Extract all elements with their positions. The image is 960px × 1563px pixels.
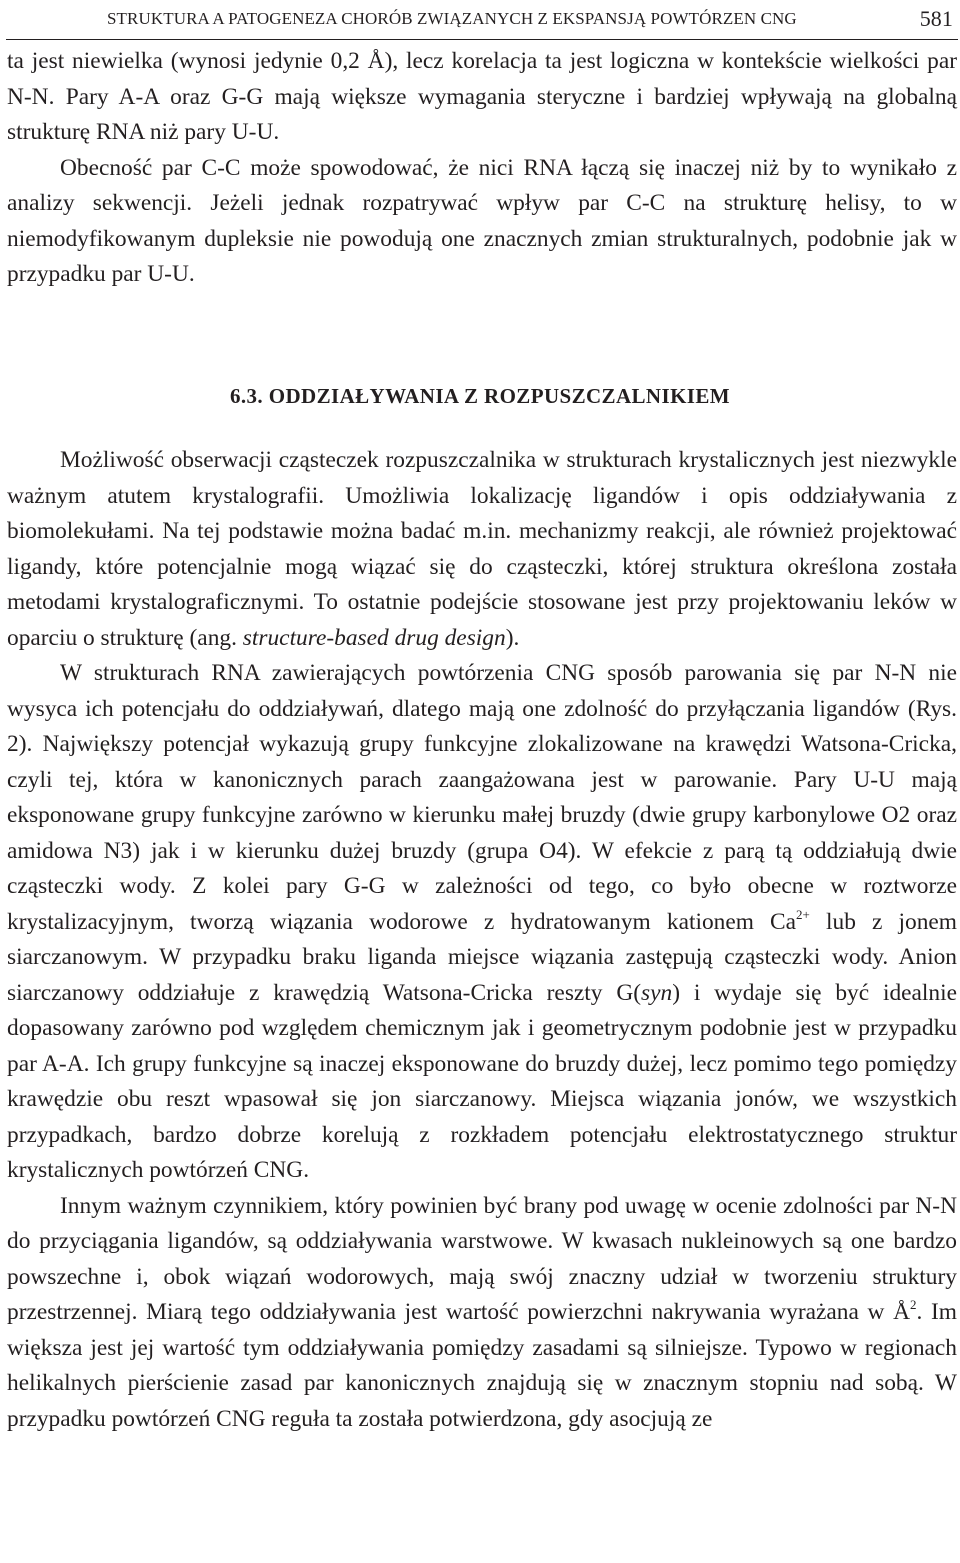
running-head xyxy=(107,4,957,34)
body-paragraph-1-end: ). xyxy=(505,624,520,651)
intro-paragraph-1 xyxy=(7,44,957,151)
superscript-charge: 2+ xyxy=(796,906,810,922)
italic-syn: syn xyxy=(641,979,673,1006)
intro-paragraph-2-text: Obecność par C-C może spowodować, że nici RNA łączą się inaczej niż by to wynikało z analizy sekwencji. Jeżeli jednak rozpatrywać wpływ par C-C na strukturę helisy, to w niemodyfikowanym dupleksie nie powodują one znacznych zmian strukturalnych, podobnie jak w przypadku par U-U. xyxy=(7,154,957,287)
italic-term: structure-based drug design xyxy=(242,624,506,651)
header-rule xyxy=(6,39,958,40)
body-paragraph-2-end: ) i wydaje się być idealnie dopasowany zarówno pod względem chemicznym jak i geometrycznym podobnie jest w przypadku par A-A. Ich grupy funkcyjne są inaczej eksponowane do bruzdy dużej, lecz pomimo tego pomiędzy krawędzie obu reszt wpasował się jon siarczanowy. Miejsca wiązania jonów, we wszystkich przypadkach, bardzo dobrze korelują z rozkładem potencjału elektrostatycznego struktur krystalicznych powtórzeń CNG. xyxy=(7,979,957,1183)
superscript-square: 2 xyxy=(909,1297,917,1312)
section-body xyxy=(7,443,957,1437)
body-paragraph-3-text: Innym ważnym czynnikiem, który powinien być brany pod uwagę w ocenie zdolności par N-N do przyciągania ligandów, są oddziaływania warstwowe. W kwasach nukleinowych są one bardzo powszechne i, obok wiązań wodorowych, mają swój znaczny udział w tworzeniu struktury przestrzennej. Miarą tego oddziaływania jest wartość powierzchni nakrywania wyrażana w Å xyxy=(7,1192,957,1325)
body-paragraph-2-mid: lub z jonem siarczanowym. W przypadku braku liganda miejsce wiązania zastępują cząsteczki wody. Anion siarczanowy oddziałuje z krawędzią Watsona-Cricka reszty G( xyxy=(7,908,957,1006)
intro-text xyxy=(7,44,957,293)
page-number: 581 xyxy=(919,6,953,31)
body-paragraph-3 xyxy=(7,1189,957,1438)
intro-paragraph-1-text: ta jest niewielka (wynosi jedynie 0,2 Å), lecz korelacja ta jest logiczna w kontekście wielkości par N-N. Pary A-A oraz G-G mają większe wymagania steryczne i bardziej wpływają na globalną strukturę RNA niż pary U-U. xyxy=(7,48,957,145)
intro-paragraph-2 xyxy=(7,151,957,293)
body-paragraph-2-text: W strukturach RNA zawierających powtórzenia CNG sposób parowania się par N-N nie wysyca ich potencjału do oddziaływań, dlatego mają one zdolność do przyłączania ligandów (Rys. 2). Największy potencjał wykazują grupy funkcyjne zlokalizowane na krawędzi Watsona-Cricka, czyli tej, która w kanonicznych parach zaangażowana jest w parowanie. Pary U-U mają eksponowane grupy funkcyjne zarówno w kierunku małej bruzdy (dwie grupy karbonylowe O2 oraz amidowa N3) jak i w kierunku dużej bruzdy (grupa O4). W efekcie z parą tą oddziałują dwie cząsteczki wody. Z kolei pary G-G w zależności od tego, co było obecne w roztworze krystalizacyjnym, tworzą wiązania wodorowe z hydratowanym kationem Ca xyxy=(7,660,957,935)
body-paragraph-3-end: . Im większa jest jej wartość tym oddziaływania pomiędzy zasadami są silniejsze. Typowo w regionach helikalnych pierścienie zasad par kanonicznych znajdują się w znacznym stopniu nad sobą. W przypadku powtórzeń CNG reguła ta została potwierdzona, gdy asocjują ze xyxy=(7,1299,957,1432)
running-title: STRUKTURA A PATOGENEZA CHORÓB ZWIĄZANYCH Z EKSPANSJĄ POWTÓRZEN CNG xyxy=(107,9,797,28)
body-paragraph-1 xyxy=(7,443,957,656)
body-paragraph-2 xyxy=(7,656,957,1189)
body-paragraph-1-text: Możliwość obserwacji cząsteczek rozpuszczalnika w strukturach krystalicznych jest niezwykle ważnym atutem krystalografii. Umożliwia lokalizację ligandów i opis oddziaływania z biomolekułami. Na tej podstawie można badać m.in. mechanizmy reakcji, ale również projektować ligandy, które potencjalnie mogą wiązać się do cząsteczki, której struktura określona została metodami krystalograficznymi. To ostatnie podejście stosowane jest przy projektowaniu leków w oparciu o strukturę (ang. xyxy=(7,447,957,651)
section-heading: 6.3. ODDZIAŁYWANIA Z ROZPUSZCZALNIKIEM xyxy=(229,384,731,408)
